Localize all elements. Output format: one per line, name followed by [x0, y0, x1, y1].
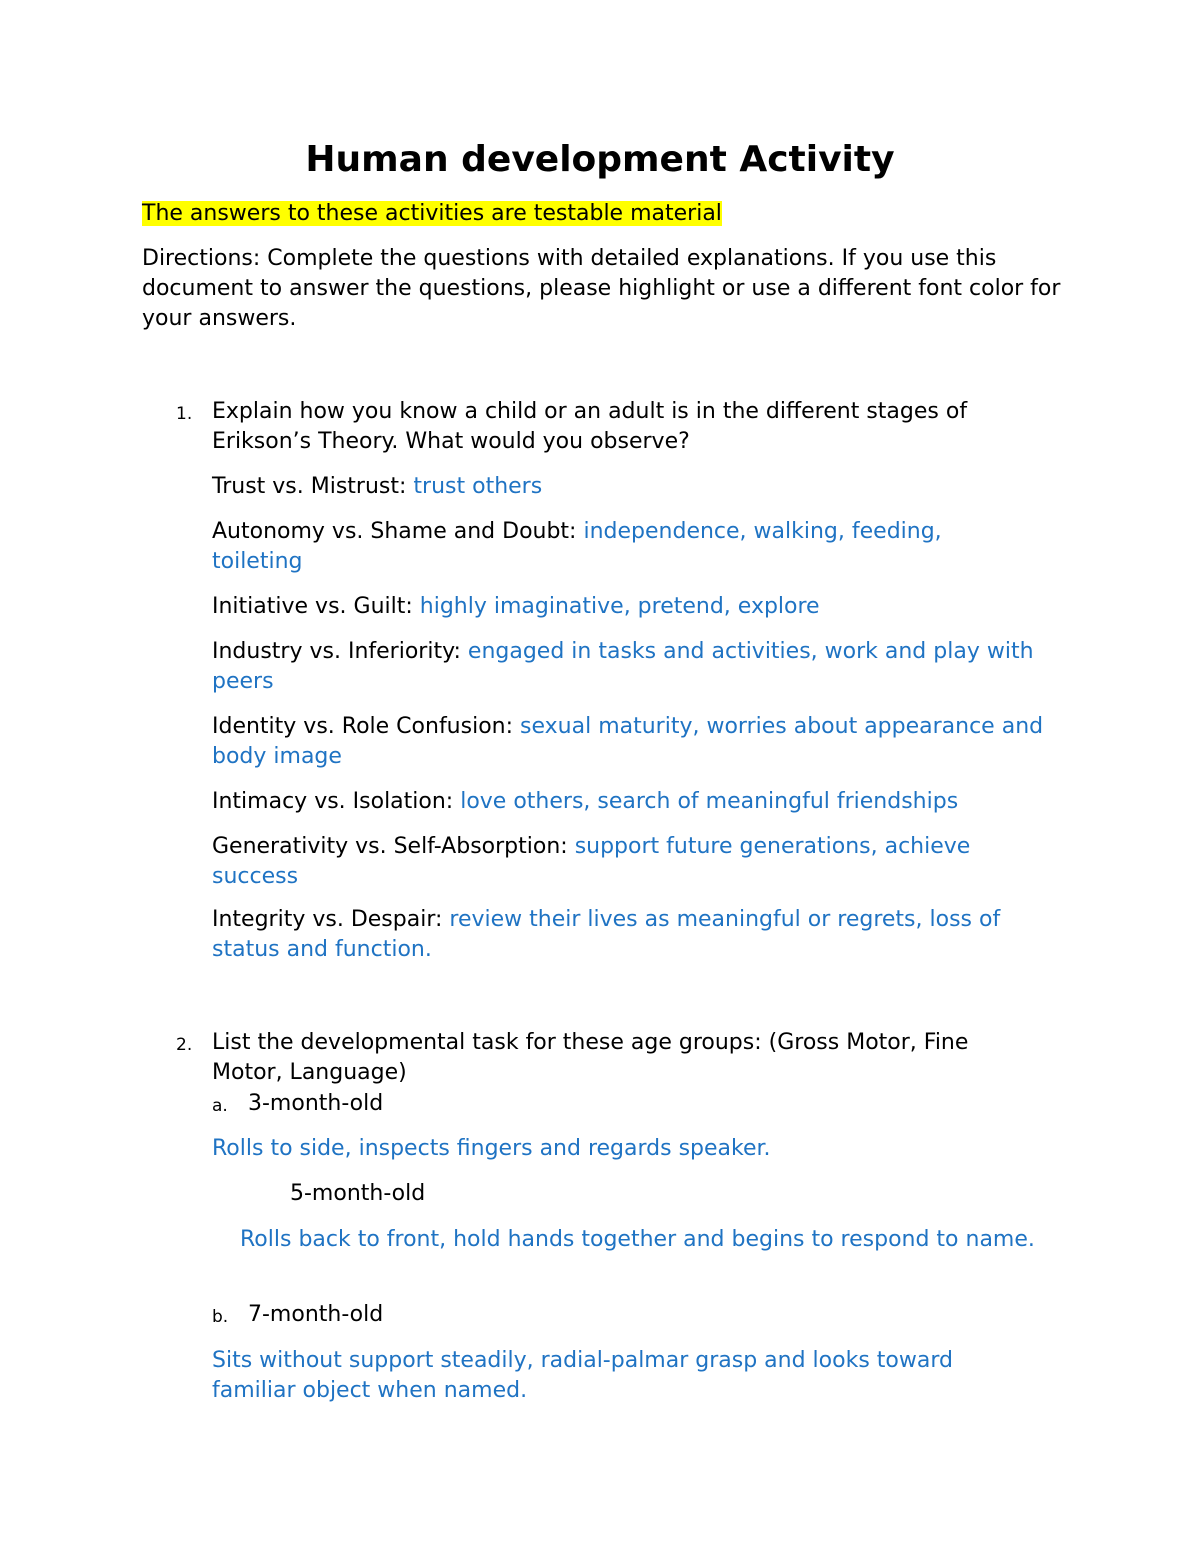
question-2-text: List the developmental task for these age groups: (Gross Motor, Fine Motor, Language): [212, 1030, 969, 1085]
stage-answer: trust others: [413, 474, 543, 499]
item-letter: b.: [212, 1307, 229, 1327]
stage-entry-industry: [212, 637, 1052, 697]
age-answer-3-month: Rolls to side, inspects fingers and regards speaker.: [212, 1136, 771, 1161]
age-label: 3-month-old: [248, 1091, 384, 1116]
stage-label: Initiative vs. Guilt:: [212, 594, 413, 619]
stage-label: Autonomy vs. Shame and Doubt:: [212, 519, 577, 544]
question-2: [142, 1028, 1042, 1088]
stage-entry-initiative: [212, 592, 1072, 622]
question-1: [142, 397, 1062, 457]
stage-answer: independence, walking, feeding, toileting: [212, 519, 942, 574]
age-answer-5-month: Rolls back to front, hold hands together and begins to respond to name.: [240, 1227, 1035, 1252]
stage-entry-trust: [212, 472, 1072, 502]
stage-answer: love others, search of meaningful friendships: [460, 789, 959, 814]
age-label-5-month: 5-month-old: [290, 1181, 426, 1206]
stage-label: Industry vs. Inferiority:: [212, 639, 461, 664]
item-letter: a.: [212, 1096, 228, 1116]
stage-entry-autonomy: [212, 517, 1012, 577]
stage-entry-generativity: [212, 832, 1042, 892]
age-item-a: [212, 1089, 383, 1119]
age-item-b: [212, 1300, 383, 1330]
testable-note-text: The answers to these activities are testable material: [142, 201, 722, 226]
document-title: Human development Activity: [305, 139, 895, 180]
stage-entry-identity: [212, 712, 1072, 772]
stage-answer: engaged in tasks and activities, work and play with peers: [212, 639, 1034, 694]
age-answer-7-month: Sits without support steadily, radial-palmar grasp and looks toward familiar object when named.: [212, 1348, 953, 1403]
age-label: 7-month-old: [248, 1302, 384, 1327]
question-1-text: Explain how you know a child or an adult is in the different stages of Erikson’s Theory. What would you observe?: [212, 399, 968, 454]
directions-text: Directions: Complete the questions with detailed explanations. If you use this document to answer the questions, please highlight or use a different font color for your answers.: [142, 246, 1061, 331]
stage-answer: highly imaginative, pretend, explore: [419, 594, 820, 619]
stage-label: Identity vs. Role Confusion:: [212, 714, 514, 739]
testable-note: [142, 199, 722, 229]
stage-label: Generativity vs. Self-Absorption:: [212, 834, 568, 859]
stage-entry-intimacy: [212, 787, 1072, 817]
stage-label: Intimacy vs. Isolation:: [212, 789, 454, 814]
stage-label: Integrity vs. Despair:: [212, 907, 443, 932]
stage-answer: sexual maturity, worries about appearance and body image: [212, 714, 1044, 769]
question-1-number: 1.: [176, 404, 193, 424]
stage-answer: review their lives as meaningful or regrets, loss of status and function.: [212, 907, 1001, 962]
stage-entry-integrity: [212, 905, 1072, 965]
stage-label: Trust vs. Mistrust:: [212, 474, 407, 499]
question-2-number: 2.: [176, 1035, 193, 1055]
stage-answer: support future generations, achieve success: [212, 834, 971, 889]
